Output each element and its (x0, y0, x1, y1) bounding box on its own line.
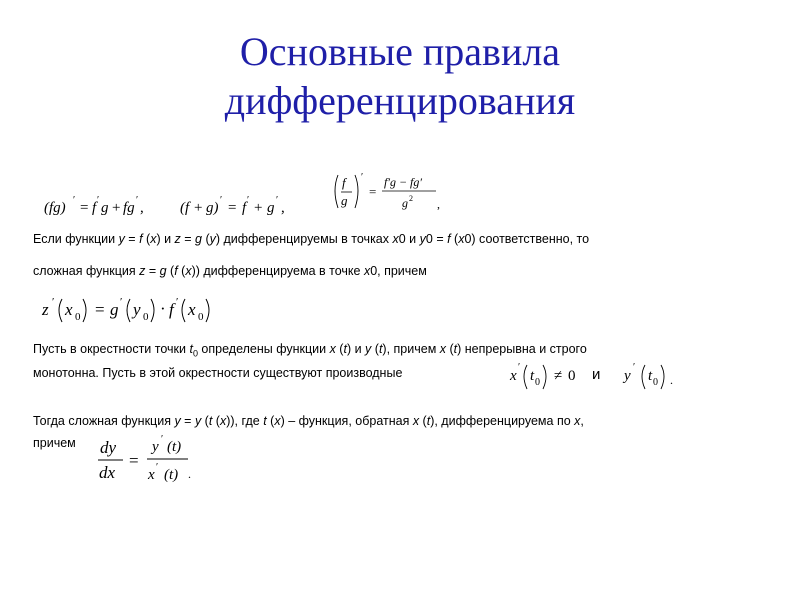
svg-text:2: 2 (409, 194, 413, 203)
formula-inverse-rule (96, 432, 206, 492)
svg-text:0: 0 (568, 368, 576, 384)
svg-text:=: = (95, 300, 105, 319)
svg-text:g: g (110, 300, 119, 319)
slide-title (0, 27, 800, 125)
paragraph-1-line-2: сложная функция z = g (f (x)) дифференцируема в точке x0, причем (33, 264, 427, 278)
formula-quotient-rule (332, 170, 447, 220)
svg-text:f: f (242, 200, 247, 216)
svg-text:′: ′ (156, 462, 159, 473)
svg-text:′: ′ (73, 195, 76, 206)
svg-text:0: 0 (653, 377, 658, 388)
svg-text:(t): (t) (164, 467, 179, 483)
svg-text:(t): (t) (167, 439, 182, 455)
svg-text:=: = (369, 184, 377, 199)
svg-text:f: f (169, 300, 174, 319)
svg-text:.: . (188, 467, 191, 481)
svg-text:=: = (228, 200, 237, 216)
svg-text:x: x (65, 300, 73, 319)
svg-text:+: + (254, 200, 263, 216)
svg-text:+: + (194, 200, 203, 216)
paragraph-2-line-1: Пусть в окрестности точки $t_0$ определены функции x (t) и y (t), причем x (t) непрерывна и строго (33, 342, 587, 359)
svg-text:,: , (140, 200, 144, 216)
paragraph-3-line-2: причем (33, 436, 76, 450)
paragraph-2-line-2: монотонна. Пусть в этой окрестности существуют производные (33, 366, 403, 380)
svg-text:g: g (267, 200, 275, 216)
svg-text:′: ′ (136, 195, 139, 206)
svg-text:·: · (160, 299, 166, 318)
svg-text:0: 0 (75, 311, 81, 323)
title-line-1: Основные правила (239, 29, 561, 74)
svg-text:g: g (341, 193, 348, 208)
svg-text:′: ′ (176, 296, 179, 308)
svg-text:.: . (670, 373, 673, 387)
conjunction-and: и (592, 366, 601, 383)
svg-text:g: g (101, 200, 109, 216)
svg-text:≠: ≠ (554, 368, 563, 384)
svg-text:g): g) (206, 200, 219, 216)
title-line-2: дифференцирования (224, 78, 576, 123)
svg-text:t: t (648, 368, 653, 384)
svg-text:′: ′ (220, 195, 223, 206)
svg-text:,: , (437, 197, 440, 211)
svg-text:y: y (624, 368, 631, 384)
svg-text:y: y (152, 439, 159, 455)
svg-text:+: + (112, 200, 121, 216)
svg-text:t: t (530, 368, 535, 384)
svg-text:y: y (133, 300, 141, 319)
formula-chain-rule (42, 288, 222, 328)
svg-text:dy: dy (100, 438, 117, 457)
svg-text:′: ′ (97, 195, 100, 206)
formula-sum-rule (180, 190, 310, 222)
svg-text:0: 0 (198, 311, 204, 323)
svg-text:=: = (129, 451, 139, 470)
svg-text:′: ′ (633, 362, 636, 373)
svg-text:′: ′ (161, 434, 164, 445)
svg-text:g: g (402, 196, 408, 210)
formula-derivative-nonzero (510, 358, 590, 394)
svg-text:(fg): (fg) (44, 200, 66, 216)
paragraph-1-line-1: Если функции y = f (x) и z = g (y) дифференцируемы в точках x0 и y0 = f (x0) соответственно, то (33, 232, 590, 246)
svg-text:′: ′ (120, 296, 123, 308)
svg-text:fg: fg (123, 200, 135, 216)
svg-text:f′g − fg′: f′g − fg′ (384, 175, 423, 189)
formula-product-rule (44, 190, 169, 222)
svg-text:′: ′ (276, 195, 279, 206)
paragraph-3-line-1: Тогда сложная функция y = y (t (x)), где t (x) – функция, обратная x (t), дифференцируема по x, (33, 414, 584, 428)
svg-text:z: z (42, 300, 49, 319)
svg-text:,: , (281, 200, 285, 216)
svg-text:0: 0 (143, 311, 149, 323)
formula-derivative-y (624, 358, 684, 394)
svg-text:x: x (148, 467, 155, 483)
svg-text:x: x (188, 300, 196, 319)
svg-text:dx: dx (99, 463, 116, 482)
svg-text:x: x (510, 368, 517, 384)
svg-text:′: ′ (52, 296, 55, 308)
svg-text:=: = (80, 200, 89, 216)
svg-text:0: 0 (535, 377, 540, 388)
svg-text:′: ′ (361, 172, 364, 183)
svg-text:′: ′ (518, 362, 521, 373)
svg-text:(f: (f (180, 200, 190, 216)
svg-text:′: ′ (247, 195, 250, 206)
svg-text:f: f (92, 200, 97, 216)
svg-text:f: f (342, 175, 346, 190)
